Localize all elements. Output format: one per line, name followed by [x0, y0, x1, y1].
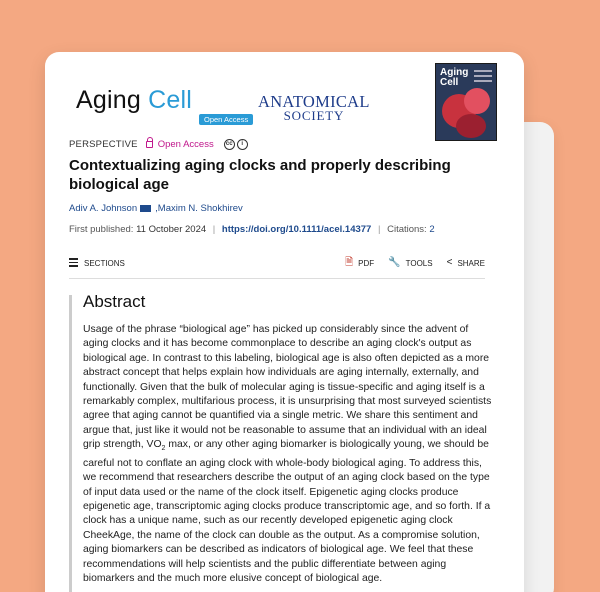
article-card — [45, 52, 524, 592]
sections-button[interactable] — [69, 258, 125, 269]
abstract-text-part2: max, or any other aging biomarker is biologically young, we should be careful not to conflate an aging clock with whole-body biological aging. To address this, we recommend that researchers describe the output of an aging clock based on the type of input data used or the name of the clock itself. Epigenetic aging clocks produce epigenetic age, transcriptomic aging clocks produce transcriptomic age, and so forth. If a clock has a unique name, such as our recently developed epigenetic aging clock CheekAge, the name of the clock can double as the output. As a compromise solution, aging biomarkers can be described as indicators of biological age. We feel that these recommendations will help scientists and the public differentiate between aging biomarkers and the much more elusive concept of biological age. — [83, 439, 491, 584]
by-icon: i — [237, 139, 248, 150]
journal-name-part1: Aging — [76, 86, 141, 114]
journal-name-part2: Cell — [148, 86, 192, 114]
first-published-label: First published: — [69, 224, 134, 235]
citations-count[interactable]: 2 — [429, 224, 435, 235]
cc-icon: cc — [224, 139, 235, 150]
mail-icon[interactable] — [140, 205, 151, 212]
wrench-icon: 🔧 — [388, 257, 401, 268]
journal-cover-thumbnail[interactable] — [435, 63, 497, 141]
first-published-date: 11 October 2024 — [136, 224, 207, 235]
author-link[interactable]: Adiv A. Johnson — [69, 203, 138, 214]
publication-info — [69, 224, 435, 235]
abstract-text — [83, 323, 493, 586]
list-icon — [69, 258, 78, 269]
share-icon: < — [446, 257, 453, 268]
society-line2: SOCIETY — [283, 108, 345, 123]
article-meta-row — [69, 139, 250, 150]
doi-link[interactable]: https://doi.org/10.1111/acel.14377 — [221, 224, 372, 235]
tools-button[interactable] — [388, 258, 432, 268]
abstract-heading: Abstract — [83, 292, 146, 311]
citations-label: Citations: — [387, 224, 427, 235]
separator: | — [212, 224, 216, 235]
abstract-side-bar — [69, 295, 72, 592]
sections-label: SECTIONS — [84, 258, 125, 268]
abstract-text-part1: Usage of the phrase “biological age” has picked up considerably since the advent of aging clocks and it has become commonplace to describe an aging clock's output as biological age. In contrast to this labeling, biological age is also often depicted as a more abstract concept that helps explain how individuals are aging internally, externally, and functionally. Given that the bulk of molecular aging is tissue-specific and aging itself is a remarkably complex, multifarious process, it is unsurprising that most surveyed scientists agree that aging cannot be quantified via a single metric. We share this sentiment and argue that, just like it would not be reasonable to assume that an individual with an ideal grip strength, VO — [83, 324, 492, 451]
author-separator: , — [155, 203, 158, 214]
creative-commons-icons[interactable] — [224, 139, 250, 150]
society-line1: ANATOMICAL — [258, 92, 370, 111]
separator: | — [377, 224, 381, 235]
society-logo[interactable] — [258, 92, 370, 123]
cover-title — [440, 68, 468, 88]
open-access-text: Open Access — [157, 139, 214, 150]
open-access-label — [146, 139, 214, 150]
article-type: PERSPECTIVE — [69, 139, 138, 150]
journal-logo[interactable] — [76, 88, 192, 113]
toolbar-divider — [69, 278, 485, 279]
share-label: SHARE — [457, 258, 485, 268]
cover-image-blob — [464, 88, 490, 114]
article-title: Contextualizing aging clocks and properly describing biological age — [69, 157, 451, 193]
pdf-icon: 🗎 — [345, 257, 354, 268]
cover-title-line1: Aging — [440, 67, 469, 78]
author-list — [69, 203, 243, 214]
share-button[interactable] — [447, 258, 485, 268]
cover-image-blob — [456, 114, 486, 138]
open-access-badge: Open Access — [199, 114, 253, 125]
cover-text-lines — [474, 70, 492, 85]
lock-open-icon — [146, 141, 153, 148]
article-toolbar — [69, 257, 485, 271]
abstract-subscript: 2 — [161, 445, 166, 453]
tools-label: TOOLS — [405, 258, 433, 268]
cover-title-line2: Cell — [440, 77, 459, 88]
pdf-button[interactable] — [345, 258, 374, 268]
author-link[interactable]: Maxim N. Shokhirev — [157, 203, 243, 214]
pdf-label: PDF — [358, 258, 375, 268]
